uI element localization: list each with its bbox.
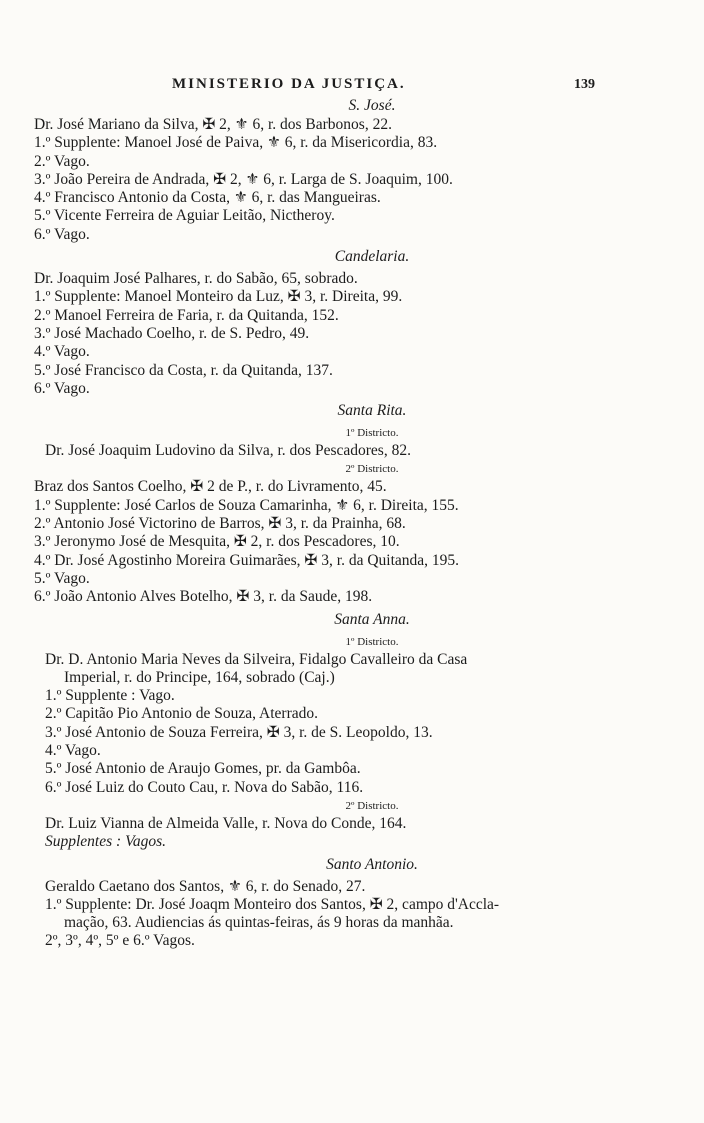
entry-line: 2.º Antonio José Victorino de Barros, ✠ 3, r. da Prainha, 68. — [34, 515, 406, 533]
entry-line: 5.º Vicente Ferreira de Aguiar Leitão, Nictheroy. — [34, 207, 335, 225]
entry-line: 4.º Vago. — [34, 343, 90, 361]
entry-line: 3.º João Pereira de Andrada, ✠ 2, ⚜ 6, r. Larga de S. Joaquim, 100. — [34, 170, 453, 188]
entry-line: 6.º Vago. — [34, 225, 90, 243]
entry-line-continuation: Imperial, r. do Principe, 164, sobrado (Caj.) — [64, 668, 335, 686]
entry-line: 3.º José Machado Coelho, r. de S. Pedro, 49. — [34, 324, 310, 342]
entry-line: 3.º Jeronymo José de Mesquita, ✠ 2, r. dos Pescadores, 10. — [34, 533, 400, 551]
section-title: Santa Anna. — [334, 610, 410, 628]
section-title: Santo Antonio. — [326, 855, 418, 873]
district-title: 1º Districto. — [345, 427, 399, 440]
entry-line: 2.º Manoel Ferreira de Faria, r. da Quitanda, 152. — [34, 306, 339, 324]
entry-line: Geraldo Caetano dos Santos, ⚜ 6, r. do Senado, 27. — [45, 877, 366, 895]
entry-line: 1.º Supplente: Manoel José de Paiva, ⚜ 6, r. da Misericordia, 83. — [34, 134, 438, 152]
entry-line: 4.º Dr. José Agostinho Moreira Guimarães, ✠ 3, r. da Quitanda, 195. — [34, 551, 460, 569]
district-title: 2º Districto. — [345, 799, 399, 812]
section-sao-jose — [0, 98, 704, 244]
entry-line: 1.º Supplente: José Carlos de Souza Camarinha, ⚜ 6, r. Direita, 155. — [34, 496, 459, 514]
entry-line: Braz dos Santos Coelho, ✠ 2 de P., r. do Livramento, 45. — [34, 478, 387, 496]
entry-line: Dr. José Joaquim Ludovino da Silva, r. dos Pescadores, 82. — [45, 442, 411, 460]
entry-line: 4.º Francisco Antonio da Costa, ⚜ 6, r. das Mangueiras. — [34, 189, 381, 207]
section-santo-antonio — [0, 852, 704, 951]
entry-line: 6.º Vago. — [34, 379, 90, 397]
entry-line: 1.º Supplente: Dr. José Joaqm Monteiro dos Santos, ✠ 2, campo d'Accla- — [45, 895, 500, 913]
running-title: MINISTERIO DA JUSTIÇA. — [172, 76, 406, 92]
section-title: S. José. — [348, 97, 396, 114]
page-number: 139 — [574, 77, 595, 92]
entry-line: 1.º Supplente : Vago. — [45, 687, 175, 705]
section-santa-anna — [0, 607, 704, 852]
entry-line: 2.º Vago. — [34, 152, 90, 170]
entry-line: 3.º José Antonio de Souza Ferreira, ✠ 3, r. de S. Leopoldo, 13. — [45, 723, 433, 741]
entry-line-continuation: mação, 63. Audiencias ás quintas-feiras, ás 9 horas da manhãa. — [64, 914, 454, 932]
section-title: Santa Rita. — [337, 402, 407, 420]
entry-line: 1.º Supplente: Manoel Monteiro da Luz, ✠ 3, r. Direita, 99. — [34, 288, 403, 306]
entry-line: 2.º Capitão Pio Antonio de Souza, Aterrado. — [45, 705, 319, 723]
district-title: 1º Districto. — [345, 635, 399, 648]
page-content — [0, 98, 704, 951]
entry-line: 6.º José Luiz do Couto Cau, r. Nova do Sabão, 116. — [45, 778, 364, 796]
section-title: Candelaria. — [334, 248, 410, 266]
district-title: 2º Districto. — [345, 463, 399, 476]
section-candelaria — [0, 244, 704, 398]
section-santa-rita — [0, 398, 704, 606]
entry-line: 6.º João Antonio Alves Botelho, ✠ 3, r. da Saude, 198. — [34, 588, 373, 606]
entry-line: 5.º José Francisco da Costa, r. da Quitanda, 137. — [34, 361, 333, 379]
entry-line: Dr. D. Antonio Maria Neves da Silveira, Fidalgo Cavalleiro da Casa — [45, 650, 468, 668]
entry-line: Dr. Joaquim José Palhares, r. do Sabão, 65, sobrado. — [34, 270, 358, 288]
entry-line: Supplentes : Vagos. — [45, 833, 166, 851]
entry-line: 5.º José Antonio de Araujo Gomes, pr. da Gambôa. — [45, 760, 361, 778]
entry-line: Dr. José Mariano da Silva, ✠ 2, ⚜ 6, r. dos Barbonos, 22. — [34, 116, 392, 133]
entry-line: 2º, 3º, 4º, 5º e 6.º Vagos. — [45, 932, 195, 950]
entry-line: Dr. Luiz Vianna de Almeida Valle, r. Nova do Conde, 164. — [45, 814, 407, 832]
page-header — [0, 76, 704, 98]
entry-line: 5.º Vago. — [34, 569, 90, 587]
entry-line: 4.º Vago. — [45, 742, 101, 760]
